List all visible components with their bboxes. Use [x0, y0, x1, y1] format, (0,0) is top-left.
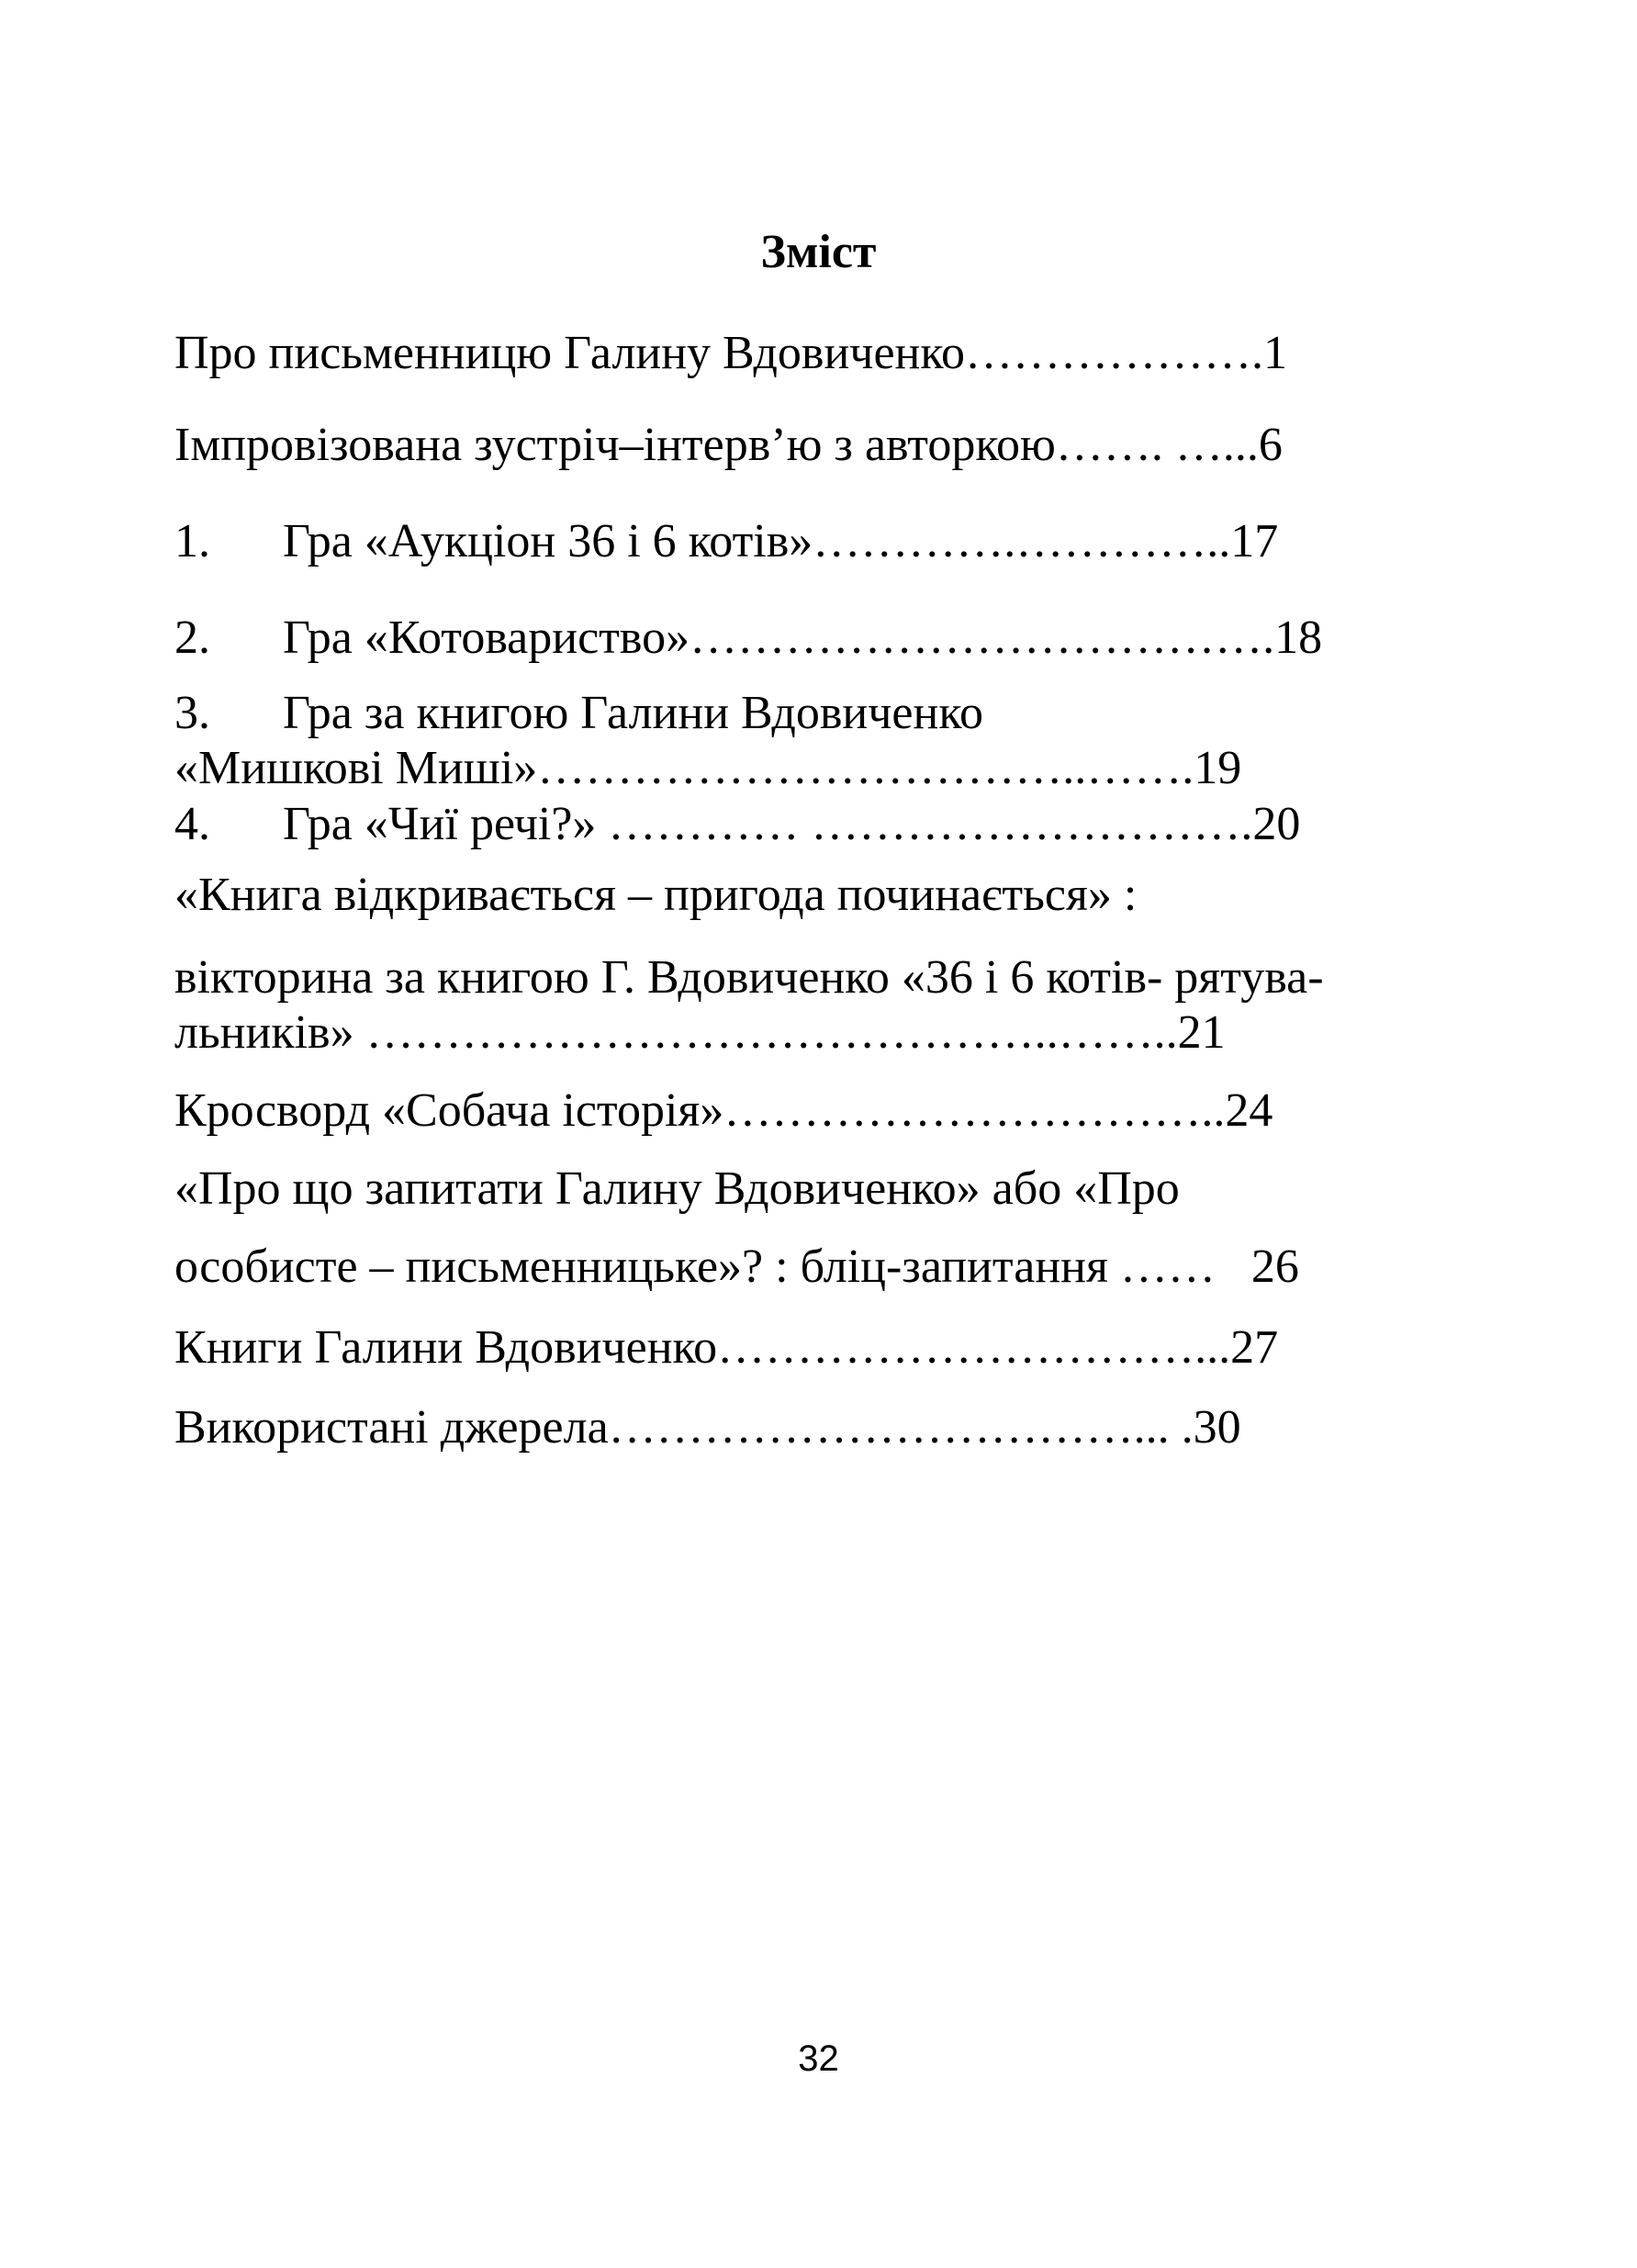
- toc-entry-blitz: [174, 1162, 1180, 1217]
- toc-entry-text: Гра «Аукціон 36 і 6 котів»………….…………..17: [283, 515, 1279, 567]
- toc-entry-quiz: [174, 868, 1137, 923]
- toc-title: Зміст: [760, 226, 877, 278]
- toc-entry-text: Кросворд «Собача історія»…………………………..24: [174, 1084, 1273, 1137]
- toc-entry-sources: [174, 1400, 1241, 1455]
- toc-entry-number: 3.: [174, 687, 210, 739]
- toc-entry-books: [174, 1320, 1278, 1375]
- toc-entry-game-kotovarystvo: [174, 611, 1322, 666]
- toc-entry-text: Про письменницю Галину Вдовиченко……………….1: [174, 327, 1287, 379]
- toc-entry-text: вікторина за книгою Г. Вдовиченко «36 і 6 котів- рятува-: [174, 951, 1324, 1004]
- toc-entry-game-book-cont: [174, 741, 1241, 796]
- toc-entry-text: Гра «Чиї речі?» ………… ……………………….20: [283, 798, 1301, 850]
- toc-entry-text: Гра «Котовариство»……………………………….18: [283, 612, 1323, 664]
- toc-entry-blitz-cont: [174, 1240, 1299, 1295]
- toc-entry-number: 2.: [174, 612, 210, 664]
- toc-entry-number: 1.: [174, 515, 210, 567]
- toc-entry-text: льників» ……………………………………..……..21: [174, 1006, 1226, 1059]
- toc-entry-game-whose-things: [174, 797, 1300, 852]
- toc-entry-interview: [174, 418, 1283, 473]
- toc-entry-game-book: [174, 686, 983, 741]
- toc-entry-text: «Про що запитати Галину Вдовиченко» або «Про: [174, 1162, 1180, 1215]
- toc-entry-text: «Мишкові Миші»……………………………..…….19: [174, 742, 1242, 794]
- toc-entry-quiz-cont: [174, 950, 1324, 1005]
- toc-entry-number: 4.: [174, 798, 210, 850]
- toc-entry-crossword: [174, 1083, 1273, 1139]
- toc-entry-text: Книги Галини Вдовиченко…………………………...27: [174, 1321, 1279, 1374]
- toc-entry-text: Гра за книгою Галини Вдовиченко: [283, 687, 983, 739]
- toc-entry-game-auction: [174, 514, 1278, 569]
- toc-entry-text: особисте – письменницьке»? : бліц-запитання …… 26: [174, 1241, 1299, 1293]
- toc-entry-about-writer: [174, 326, 1287, 381]
- toc-entry-text: «Книга відкривається – пригода починається» :: [174, 869, 1138, 921]
- toc-entry-quiz-cont-2: [174, 1005, 1226, 1061]
- toc-entry-text: Імпровізована зустріч–інтерв’ю з авторкою……. …...6: [174, 419, 1283, 471]
- toc-entry-text: Використані джерела……………………………... .30: [174, 1401, 1241, 1454]
- page-number: 32: [798, 2038, 839, 2079]
